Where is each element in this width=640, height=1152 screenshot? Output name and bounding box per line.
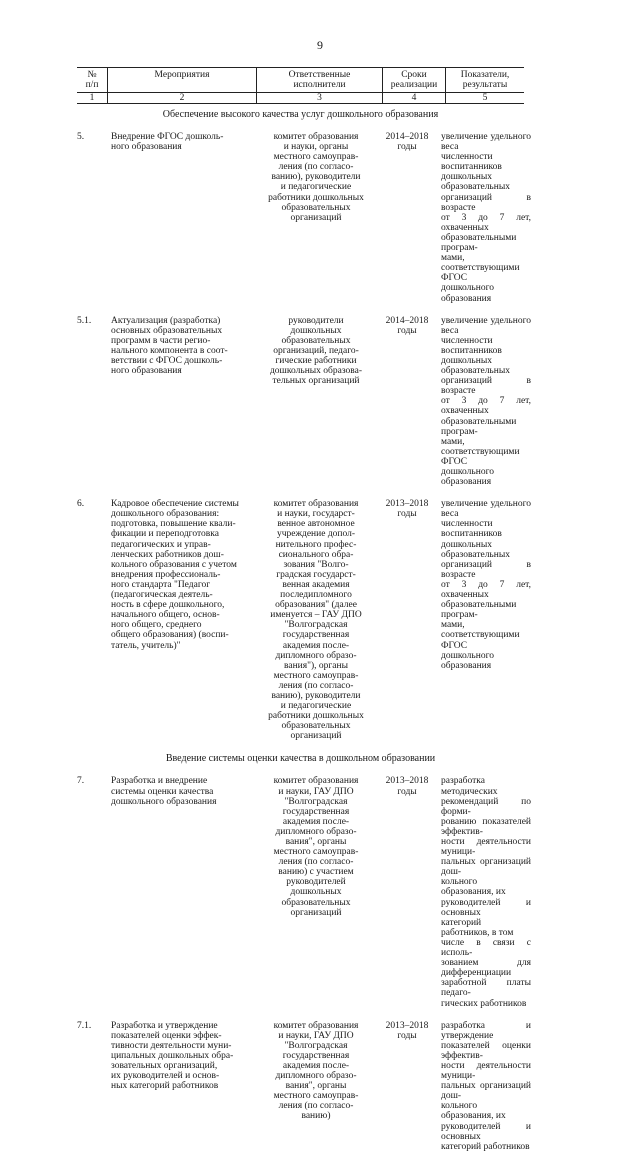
page-number: 9 bbox=[317, 38, 323, 52]
column-number: 5 bbox=[445, 93, 524, 103]
header-number: № п/п bbox=[85, 70, 99, 90]
row-event: Разработка и внедрение системы оценки качества дошкольного образования bbox=[111, 776, 217, 807]
table-row bbox=[77, 132, 531, 304]
row-results: увеличение удельного веса численности воспитанников дошкольных образовательных организаций в возрасте от 3 до 7 лет, охваченных образовательными програм- мами, соответствующими ФГОС дошкольного образования bbox=[441, 315, 531, 488]
row-results: увеличение удельного веса численности воспитанников дошкольных образовательных организаций в возрасте от 3 до 7 лет, охваченных образовательными програм- мами, соответствующими ФГОС дошкольного образования bbox=[441, 132, 531, 304]
row-executors: комитет образования и науки, ГАУ ДПО "Волгоградская государственная академия после- дипломного образо- вания", органы местного самоуправ- ления (по согласо- ванию) bbox=[273, 1020, 359, 1122]
row-number: 7. bbox=[77, 776, 85, 787]
table-row bbox=[77, 499, 531, 742]
row-executors: комитет образования и науки, органы местного самоуправ- ления (по согласо- ванию), руководители и педагогические работники дошкольных образовательных организаций bbox=[268, 132, 364, 223]
row-results: увеличение удельного веса численности воспитанников дошкольных образовательных организаций в возрасте от 3 до 7 лет, охваченных образовательными програм- мами, соответствующими ФГОС дошкольного образования bbox=[441, 499, 531, 671]
header-executors: Ответственные исполнители bbox=[256, 68, 382, 92]
header-period: Сроки реализации bbox=[382, 68, 445, 92]
row-event: Актуализация (разработка) основных образовательных программ в части регио- нального компонента в соот- ветствии с ФГОС дошколь- ного образования bbox=[111, 315, 228, 377]
column-number: 4 bbox=[382, 93, 445, 103]
row-event: Разработка и утверждение показателей оценки эффек- тивности деятельности муни- ципальных дошкольных обра- зовательных организаций, их руководителей и основ- ных категорий работников bbox=[111, 1020, 234, 1092]
column-number: 1 bbox=[89, 93, 95, 103]
column-number: 2 bbox=[107, 93, 256, 103]
section-title: Введение системы оценки качества в дошкольном образовании bbox=[165, 753, 436, 765]
section-title: Обеспечение высокого качества услуг дошкольного образования bbox=[162, 109, 439, 120]
row-executors: комитет образования и науки, ГАУ ДПО "Волгоградская государственная академия после- дипломного образо- вания", органы местного самоуправ- ления (по согласо- ванию) с участием руководителей дошкольных образовательных организаций bbox=[273, 776, 359, 918]
column-number: 3 bbox=[256, 93, 382, 103]
row-period: 2013–2018 годы bbox=[385, 776, 429, 797]
row-results: разработка методических рекомендаций по форми- рованию показателей эффектив- ности деятельности муници- пальных организаций дош- кольного образования, их руководителей и основных категорий работников, в том числе в связи с исполь- зованием для дифференциации заработной платы педаго- гических работников bbox=[441, 776, 531, 1009]
table-row bbox=[77, 315, 531, 488]
table-row bbox=[77, 1020, 531, 1152]
table-row bbox=[77, 776, 531, 1009]
row-period: 2014–2018 годы bbox=[385, 315, 429, 336]
row-number: 7.1. bbox=[77, 1020, 92, 1031]
row-executors: руководители дошкольных образовательных организаций, педаго- гические работники дошкольных образова- тельных организаций bbox=[269, 315, 363, 387]
row-period: 2014–2018 годы bbox=[385, 132, 429, 153]
row-number: 5.1. bbox=[77, 315, 92, 326]
table-header bbox=[77, 67, 524, 93]
row-number: 6. bbox=[77, 499, 85, 510]
row-number: 5. bbox=[77, 132, 85, 142]
row-event: Внедрение ФГОС дошколь- ного образования bbox=[111, 132, 224, 153]
row-period: 2013–2018 годы bbox=[385, 1020, 429, 1041]
header-events: Мероприятия bbox=[107, 68, 256, 92]
row-executors: комитет образования и науки, государст- венное автономное учреждение допол- нительного профес- сионального обра- зования "Волго- градская государст- венная академия последипломного образования" (далее именуется – ГАУ ДПО "Волгоградская государственная академия после- дипломного образо- вания"), органы местного самоуправ- ления (по согласо- ванию), руководители и педагогические работники дошкольных образовательных организаций bbox=[268, 499, 364, 742]
row-period: 2013–2018 годы bbox=[385, 499, 429, 520]
row-results: разработка и утверждение показателей оценки эффектив- ности деятельности муници- пальных организаций дош- кольного образования, их руководителей и основных категорий работников bbox=[441, 1020, 531, 1152]
row-event: Кадровое обеспечение системы дошкольного образования: подготовка, повышение квали- фикации и переподготовка педагогических и управ- ленческих работников дош- кольного образования с учетом внедрения профессиональ- ного стандарта "Педагог (педагогическая деятель- ность в сфере дошкольного, начального общего, основ- ного общего, среднего общего образования) (воспи- татель, учитель)" bbox=[111, 499, 239, 651]
measures-table bbox=[77, 67, 531, 1152]
header-results: Показатели, результаты bbox=[445, 68, 524, 92]
column-numbers-row bbox=[77, 93, 524, 104]
